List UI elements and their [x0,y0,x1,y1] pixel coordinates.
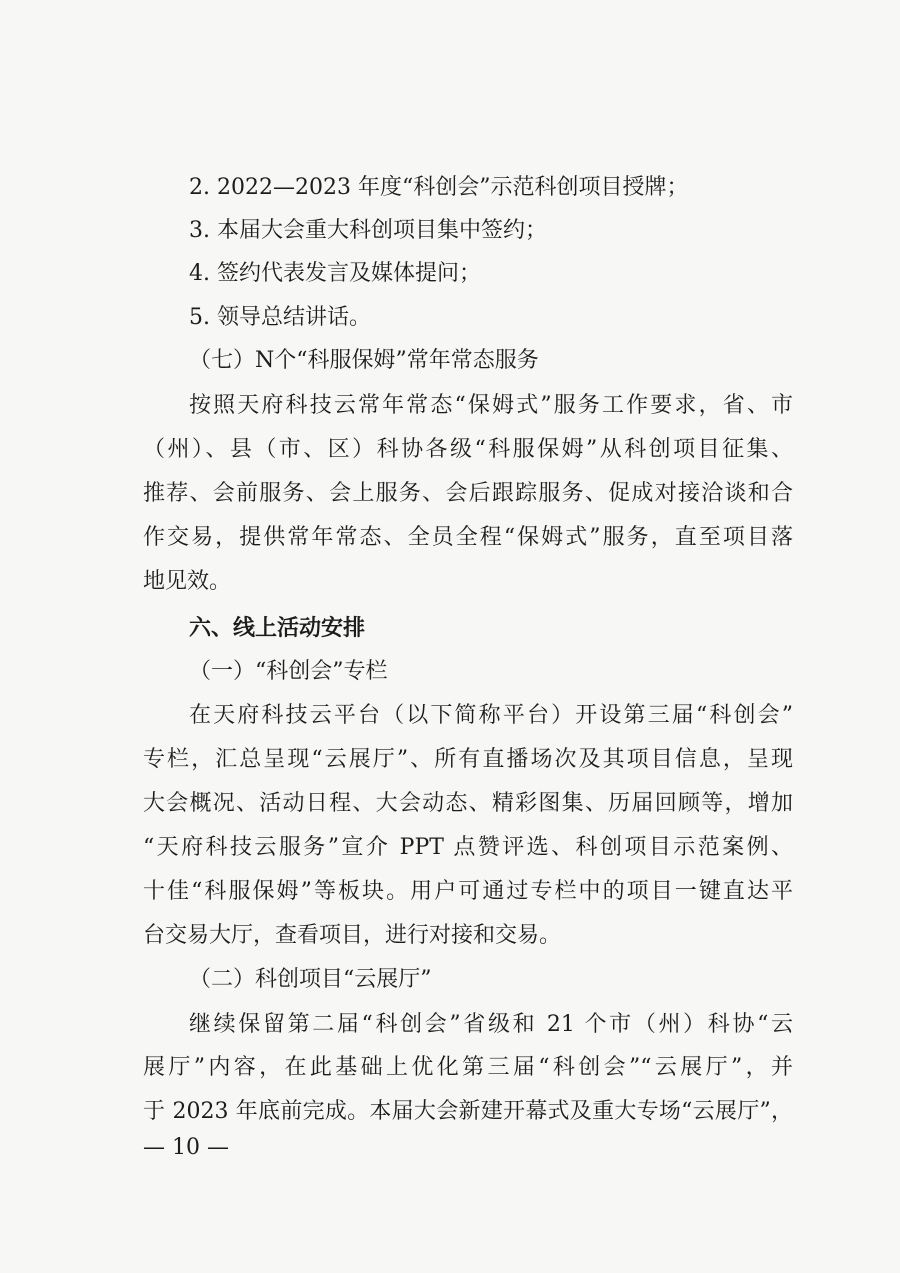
paragraph-line: 按照天府科技云常年常态“保姆式”服务工作要求，省、市 [189,393,793,418]
chapter-heading-6: 六、线上活动安排 [189,615,366,641]
list-item-3: 3. 本届大会重大科创项目集中签约； [189,218,547,243]
section-heading-2: （二）科创项目“云展厅” [189,967,432,992]
paragraph-line: 继续保留第二届“科创会”省级和 21 个市（州）科协“云 [189,1012,793,1037]
paragraph-line: 推荐、会前服务、会上服务、会后跟踪服务、促成对接洽谈和合 [143,481,793,506]
list-item-5: 5. 领导总结讲话。 [189,305,371,330]
paragraph-line: 在天府科技云平台（以下简称平台）开设第三届“科创会” [189,703,793,728]
paragraph-line: 作交易，提供常年常态、全员全程“保姆式”服务，直至项目落 [143,525,793,550]
list-item-4: 4. 签约代表发言及媒体提问； [189,261,481,286]
paragraph-line: 地见效。 [143,569,232,594]
page-number: — 10 — [143,1135,229,1160]
paragraph-line: 展厅”内容，在此基础上优化第三届“科创会”“云展厅”，并 [143,1055,793,1080]
paragraph-line: 十佳“科服保姆”等板块。用户可通过专栏中的项目一键直达平 [143,879,793,904]
list-item-2: 2. 2022—2023 年度“科创会”示范科创项目授牌； [189,175,689,200]
paragraph-line: 台交易大厅，查看项目，进行对接和交易。 [143,923,562,948]
paragraph-line: “天府科技云服务”宣介 PPT 点赞评选、科创项目示范案例、 [143,835,793,860]
section-heading-7: （七）N个“科服保姆”常年常态服务 [189,348,539,373]
paragraph-line: 于 2023 年底前完成。本届大会新建开幕式及重大专场“云展厅”， [143,1099,793,1124]
section-heading-1: （一）“科创会”专栏 [189,659,388,684]
paragraph-line: 大会概况、活动日程、大会动态、精彩图集、历届回顾等，增加 [143,791,793,816]
paragraph-line: 专栏，汇总呈现“云展厅”、所有直播场次及其项目信息，呈现 [143,747,793,772]
paragraph-line: （州）、县（市、区）科协各级“科服保姆”从科创项目征集、 [143,437,793,462]
